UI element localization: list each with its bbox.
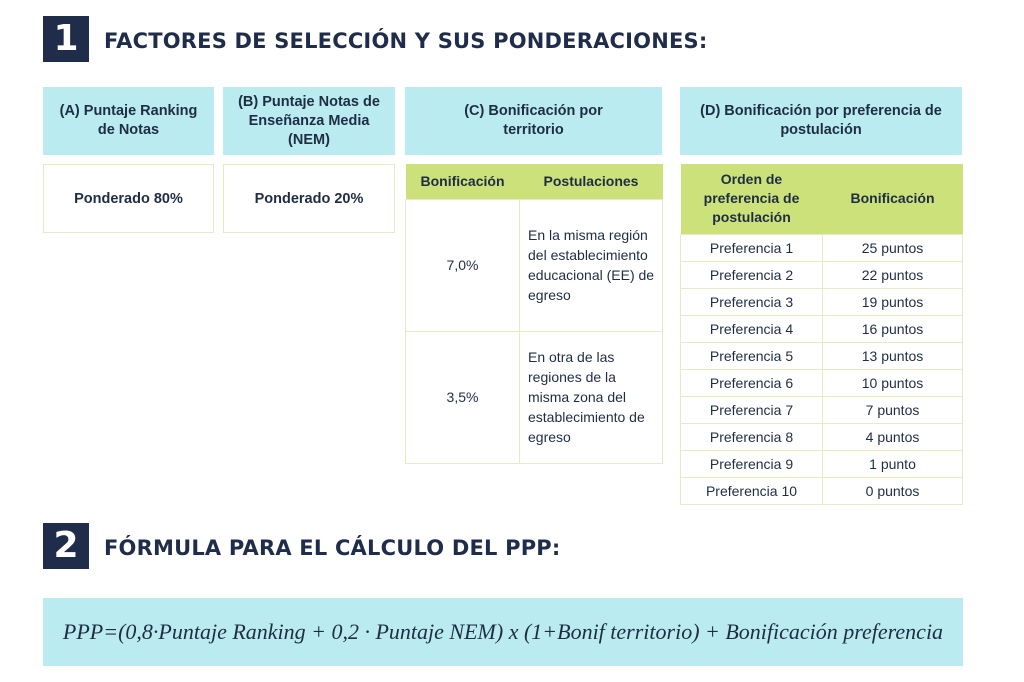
section-2-number: 2	[43, 523, 89, 569]
preference-points: 4 puntos	[823, 423, 963, 450]
preference-points: 7 puntos	[823, 396, 963, 423]
column-header-bonus: Bonificación	[406, 164, 520, 199]
preference-label: Preferencia 10	[681, 477, 823, 504]
factor-a-header: (A) Puntaje Ranking de Notas	[43, 87, 214, 155]
preference-points: 13 puntos	[823, 342, 963, 369]
preference-points: 22 puntos	[823, 261, 963, 288]
preference-points: 19 puntos	[823, 288, 963, 315]
bonus-description: En la misma región del establecimiento educacional (EE) de egreso	[520, 199, 663, 331]
factor-a-value: Ponderado 80%	[43, 164, 214, 233]
section-2-title: FÓRMULA PARA EL CÁLCULO DEL PPP:	[104, 536, 561, 560]
table-row	[681, 369, 963, 396]
factor-d-header: (D) Bonificación por preferencia de postulación	[680, 87, 962, 155]
table-row	[681, 288, 963, 315]
preference-label: Preferencia 9	[681, 450, 823, 477]
territory-bonus-table	[405, 164, 663, 464]
factor-b-value: Ponderado 20%	[223, 164, 395, 233]
preference-label: Preferencia 8	[681, 423, 823, 450]
table-row	[681, 261, 963, 288]
preference-points: 0 puntos	[823, 477, 963, 504]
section-1-number: 1	[43, 16, 89, 62]
table-row	[681, 315, 963, 342]
preference-points: 1 punto	[823, 450, 963, 477]
preference-points: 10 puntos	[823, 369, 963, 396]
table-row	[681, 423, 963, 450]
table-row	[681, 450, 963, 477]
table-row	[406, 331, 663, 463]
preference-label: Preferencia 2	[681, 261, 823, 288]
factor-c-header: (C) Bonificación por territorio	[405, 87, 662, 155]
preference-label: Preferencia 5	[681, 342, 823, 369]
bonus-description: En otra de las regiones de la misma zona del establecimiento de egreso	[520, 331, 663, 463]
table-row	[681, 396, 963, 423]
table-row	[681, 342, 963, 369]
preference-points: 16 puntos	[823, 315, 963, 342]
column-header-bonus: Bonificación	[823, 164, 963, 234]
preference-label: Preferencia 7	[681, 396, 823, 423]
preference-label: Preferencia 6	[681, 369, 823, 396]
ppp-formula: PPP=(0,8·Puntaje Ranking + 0,2 · Puntaje NEM) x (1+Bonif territorio) + Bonificación preferencia	[43, 598, 963, 666]
column-header-applications: Postulaciones	[520, 164, 663, 199]
preference-label: Preferencia 3	[681, 288, 823, 315]
column-header-preference-order: Orden de preferencia de postulación	[681, 164, 823, 234]
table-row	[406, 199, 663, 331]
bonus-value: 7,0%	[406, 199, 520, 331]
preference-label: Preferencia 4	[681, 315, 823, 342]
bonus-value: 3,5%	[406, 331, 520, 463]
section-1-title: FACTORES DE SELECCIÓN Y SUS PONDERACIONES:	[104, 29, 708, 53]
factor-b-header: (B) Puntaje Notas de Enseñanza Media (NEM)	[223, 87, 395, 155]
preference-points: 25 puntos	[823, 234, 963, 261]
table-row	[681, 477, 963, 504]
preference-bonus-table	[680, 164, 963, 505]
table-row	[681, 234, 963, 261]
preference-label: Preferencia 1	[681, 234, 823, 261]
